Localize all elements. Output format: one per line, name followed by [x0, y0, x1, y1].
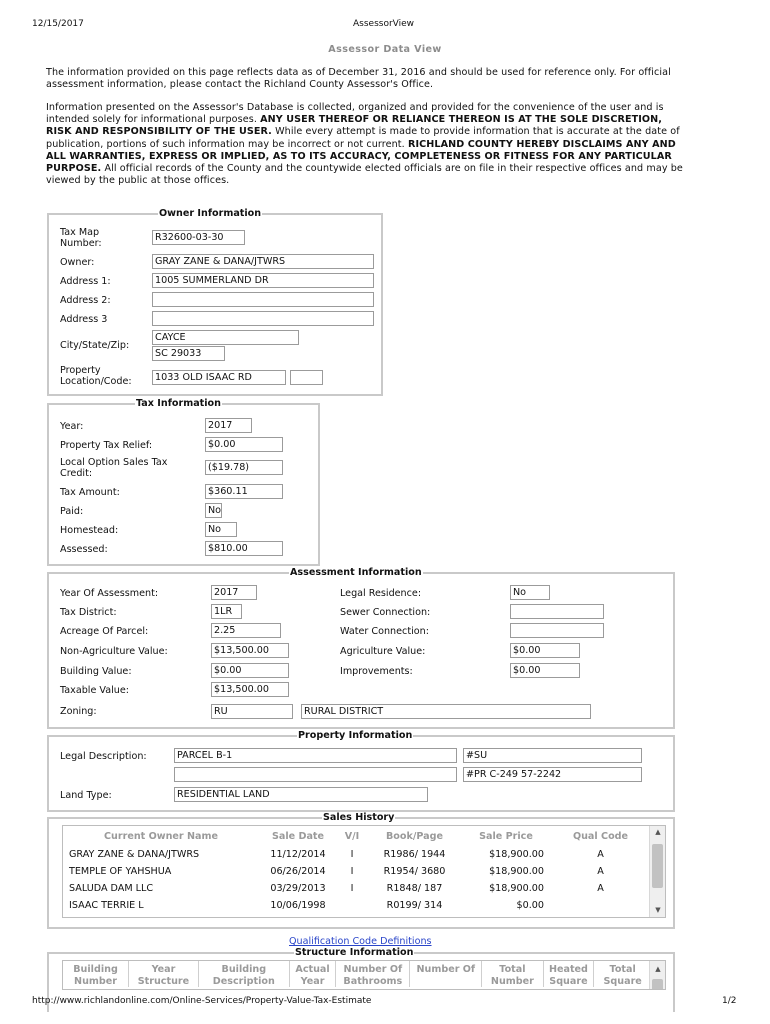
book-page-cell: R1848/ 187: [386, 883, 443, 894]
scroll-up-icon[interactable]: ▲: [655, 828, 661, 836]
legal-description-field-2[interactable]: [174, 767, 457, 782]
water-connection-label: Water Connection:: [340, 626, 429, 637]
property-tax-relief-field[interactable]: $0.00: [205, 437, 283, 452]
local-option-credit-label: Local Option Sales Tax Credit:: [60, 457, 168, 479]
print-date: 12/15/2017: [32, 19, 84, 29]
legal-reference-field-1[interactable]: #SU: [463, 748, 642, 763]
structure-legend: Structure Information: [295, 947, 414, 958]
city-field[interactable]: CAYCE: [152, 330, 299, 345]
col-owner-name[interactable]: Current Owner Name: [103, 830, 219, 842]
owner-name-cell: SALUDA DAM LLC: [69, 883, 154, 894]
col-year-structure[interactable]: Year Structure: [129, 961, 199, 987]
state-zip-field[interactable]: SC 29033: [152, 346, 225, 361]
tax-year-label: Year:: [60, 421, 84, 432]
owner-name-cell: GRAY ZANE & DANA/JTWRS: [69, 849, 200, 860]
table-row[interactable]: [63, 863, 651, 880]
homestead-field[interactable]: No: [205, 522, 237, 537]
col-number-of[interactable]: Number Of: [410, 961, 482, 987]
non-agriculture-value-field[interactable]: $13,500.00: [211, 643, 289, 658]
owner-legend: Owner Information: [159, 208, 262, 219]
vi-cell: I: [350, 883, 354, 894]
vi-cell: [337, 897, 367, 914]
legal-residence-field[interactable]: No: [510, 585, 550, 600]
improvements-field[interactable]: $0.00: [510, 663, 580, 678]
sewer-connection-field[interactable]: [510, 604, 604, 619]
sale-date-cell: 10/06/1998: [270, 900, 326, 911]
sale-date-cell: 06/26/2014: [270, 866, 326, 877]
taxable-value-label: Taxable Value:: [60, 685, 129, 696]
col-building-number[interactable]: Building Number: [63, 961, 129, 987]
paid-field[interactable]: No: [205, 503, 222, 518]
tax-year-field[interactable]: 2017: [205, 418, 252, 433]
owner-information-section: [47, 208, 383, 396]
sale-price-cell: $0.00: [516, 900, 544, 911]
book-page-cell: R1986/ 1944: [383, 849, 446, 860]
legal-description-label: Legal Description:: [60, 751, 147, 762]
vi-cell: I: [350, 849, 354, 860]
assessment-year-field[interactable]: 2017: [211, 585, 257, 600]
non-agriculture-value-label: Non-Agriculture Value:: [60, 646, 168, 657]
structure-header-row: [63, 961, 651, 987]
tax-legend: Tax Information: [136, 398, 221, 409]
structure-table: [62, 960, 666, 990]
land-type-field[interactable]: RESIDENTIAL LAND: [174, 787, 428, 802]
book-page-cell: R0199/ 314: [386, 900, 443, 911]
acreage-label: Acreage Of Parcel:: [60, 626, 149, 637]
sales-history-table: [62, 825, 666, 918]
property-location-field[interactable]: 1033 OLD ISAAC RD: [152, 370, 286, 385]
property-location-label: Property Location/Code:: [60, 365, 132, 387]
assessment-information-section: [47, 567, 675, 729]
print-url: http://www.richlandonline.com/Online-Services/Property-Value-Tax-Estimate: [32, 996, 372, 1006]
owner-label: Owner:: [60, 257, 95, 268]
sale-price-cell: $18,900.00: [489, 883, 544, 894]
col-vi[interactable]: V/I: [344, 830, 360, 842]
qualification-code-link[interactable]: Qualification Code Definitions: [289, 936, 432, 947]
sale-date-cell: 11/12/2014: [270, 849, 326, 860]
taxable-value-field[interactable]: $13,500.00: [211, 682, 289, 697]
tax-information-section: [47, 398, 320, 566]
building-value-label: Building Value:: [60, 666, 132, 677]
col-sale-price[interactable]: Sale Price: [479, 830, 533, 842]
col-heated-square[interactable]: Heated Square: [543, 961, 594, 987]
col-sale-date[interactable]: Sale Date: [271, 830, 325, 842]
sale-price-cell: $18,900.00: [489, 849, 544, 860]
sale-date-cell: 03/29/2013: [270, 883, 326, 894]
qual-code-cell: [550, 897, 651, 914]
water-connection-field[interactable]: [510, 623, 604, 638]
legal-residence-label: Legal Residence:: [340, 588, 422, 599]
scroll-down-icon[interactable]: ▼: [655, 906, 661, 914]
legal-description-field-1[interactable]: PARCEL B-1: [174, 748, 457, 763]
col-qual-code[interactable]: Qual Code: [572, 830, 629, 842]
tax-district-label: Tax District:: [60, 607, 117, 618]
qual-code-cell: A: [597, 866, 604, 877]
agriculture-value-field[interactable]: $0.00: [510, 643, 580, 658]
address3-field[interactable]: [152, 311, 374, 326]
owner-name-cell: ISAAC TERRIE L: [69, 900, 144, 911]
assessed-label: Assessed:: [60, 544, 108, 555]
legal-reference-field-2[interactable]: #PR C-249 57-2242: [463, 767, 642, 782]
scroll-up-icon[interactable]: ▲: [655, 965, 661, 973]
print-page-number: 1/2: [722, 996, 737, 1006]
assessment-legend: Assessment Information: [290, 567, 422, 578]
assessed-field[interactable]: $810.00: [205, 541, 283, 556]
intro-paragraph-1: The information provided on this page reflects data as of December 31, 2016 and should be used for reference only. For official assessment information, please contact the Richland County Assessor's Office.: [46, 67, 671, 91]
improvements-label: Improvements:: [340, 666, 413, 677]
vi-cell: I: [350, 866, 354, 877]
sales-legend: Sales History: [323, 812, 395, 823]
col-actual-year[interactable]: Actual Year: [289, 961, 336, 987]
address1-field[interactable]: 1005 SUMMERLAND DR: [152, 273, 374, 288]
structure-header-table: [63, 961, 651, 987]
page-title: Assessor Data View: [328, 44, 442, 55]
property-tax-relief-label: Property Tax Relief:: [60, 440, 153, 451]
table-row[interactable]: [63, 846, 651, 863]
local-option-credit-field[interactable]: ($19.78): [205, 460, 283, 475]
tax-map-label: Tax Map Number:: [60, 227, 102, 249]
scroll-thumb[interactable]: [652, 844, 663, 888]
col-number-of-bathrooms[interactable]: Number Of Bathrooms: [336, 961, 410, 987]
qual-code-cell: A: [597, 849, 604, 860]
address2-field[interactable]: [152, 292, 374, 307]
building-value-field[interactable]: $0.00: [211, 663, 289, 678]
owner-name-cell: TEMPLE OF YAHSHUA: [69, 866, 172, 877]
homestead-label: Homestead:: [60, 525, 119, 536]
agriculture-value-label: Agriculture Value:: [340, 646, 426, 657]
land-type-label: Land Type:: [60, 790, 112, 801]
tax-amount-field[interactable]: $360.11: [205, 484, 283, 499]
sales-table: [63, 826, 651, 914]
assessment-year-label: Year Of Assessment:: [60, 588, 159, 599]
col-total-square[interactable]: Total Square: [603, 964, 642, 987]
table-row[interactable]: [63, 880, 651, 897]
col-total-number[interactable]: Total Number: [482, 961, 543, 987]
sales-scrollbar[interactable]: [649, 826, 665, 917]
table-row[interactable]: [63, 897, 651, 914]
print-title: AssessorView: [353, 19, 415, 29]
tax-map-field[interactable]: R32600-03-30: [152, 230, 245, 245]
owner-field[interactable]: GRAY ZANE & DANA/JTWRS: [152, 254, 374, 269]
paid-label: Paid:: [60, 506, 84, 517]
property-code-field[interactable]: [290, 370, 323, 385]
scroll-thumb[interactable]: [652, 979, 663, 990]
address1-label: Address 1:: [60, 276, 111, 287]
city-state-zip-label: City/State/Zip:: [60, 340, 130, 351]
zoning-description-field[interactable]: RURAL DISTRICT: [301, 704, 591, 719]
property-legend: Property Information: [298, 730, 413, 741]
sales-header-row: [63, 826, 651, 846]
book-page-cell: R1954/ 3680: [383, 866, 446, 877]
tax-district-field[interactable]: 1LR: [211, 604, 242, 619]
structure-scrollbar[interactable]: [649, 961, 665, 989]
col-book-page[interactable]: Book/Page: [385, 830, 443, 842]
address3-label: Address 3: [60, 314, 108, 325]
sewer-connection-label: Sewer Connection:: [340, 607, 431, 618]
zoning-label: Zoning:: [60, 706, 97, 717]
address2-label: Address 2:: [60, 295, 111, 306]
col-building-description[interactable]: Building Description: [198, 961, 289, 987]
acreage-field[interactable]: 2.25: [211, 623, 281, 638]
zoning-field[interactable]: RU: [211, 704, 293, 719]
qual-code-cell: A: [597, 883, 604, 894]
sale-price-cell: $18,900.00: [489, 866, 544, 877]
intro-paragraph-2: Information presented on the Assessor's Database is collected, organized and provided for the convenience of the user and is intended solely for informational purposes. ANY USER THEREOF OR RELIANCE THEREON IS AT THE SOLE DISCRETION, RISK AND RESPONSIBILITY OF THE USER. While every attempt is made to provide information that is accurate at the date of publication, portions of such information may be incorrect or not current. RICHLAND COUNTY HEREBY DISCLAIMS ANY AND ALL WARRANTIES, EXPRESS OR IMPLIED, AS TO ITS ACCURACY, COMPLETENESS OR FITNESS FOR ANY PARTICULAR PURPOSE. All official records of the County and the countywide elected officials are on file in their respective offices and may be viewed by the public at those offices.: [46, 102, 683, 187]
tax-amount-label: Tax Amount:: [60, 487, 120, 498]
property-information-section: [47, 730, 675, 812]
